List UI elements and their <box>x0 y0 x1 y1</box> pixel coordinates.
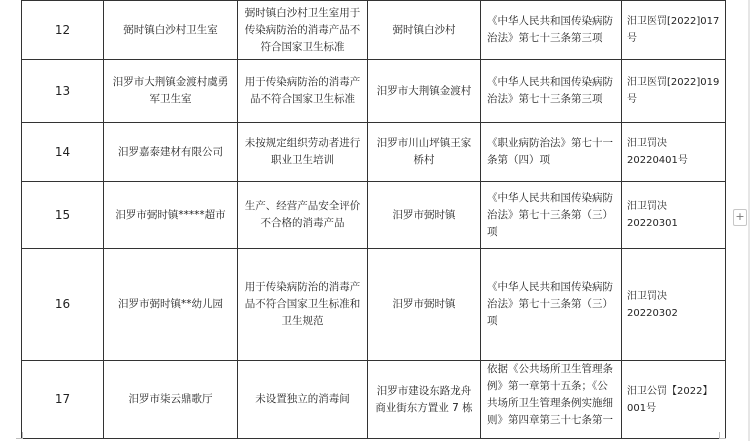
table-row <box>22 182 726 249</box>
legal-basis: 《中华人民共和国传染病防治法》第七十三条第（三）项 <box>481 182 622 249</box>
row-number: 12 <box>22 1 104 60</box>
table-row <box>22 1 726 60</box>
row-number: 13 <box>22 60 104 123</box>
legal-basis: 依据《公共场所卫生管理条例》第一章第十五条；《公共场所卫生管理条例实施细则》第四章第三十七条第一 <box>481 361 622 439</box>
address: 汨罗市弼时镇 <box>368 182 481 249</box>
entity-name: 汨罗市柒云鼎歌厅 <box>104 361 238 439</box>
legal-basis: 《职业病防治法》第七十一条第（四）项 <box>481 123 622 182</box>
legal-basis: 《中华人民共和国传染病防治法》第七十三条第（三）项 <box>481 249 622 361</box>
table-expand-button[interactable]: + <box>733 209 747 226</box>
entity-name: 汨罗市大荆镇金渡村虞勇军卫生室 <box>104 60 238 123</box>
address: 汨罗市大荆镇金渡村 <box>368 60 481 123</box>
legal-basis: 《中华人民共和国传染病防治法》第七十三条第三项 <box>481 60 622 123</box>
legal-basis: 《中华人民共和国传染病防治法》第七十三条第三项 <box>481 1 622 60</box>
penalty-document: 汨卫罚决 20220401号 <box>622 123 726 182</box>
entity-name: 汨罗市弼时镇**幼儿园 <box>104 249 238 361</box>
address: 汨罗市弼时镇 <box>368 249 481 361</box>
row-number: 16 <box>22 249 104 361</box>
table-row <box>22 123 726 182</box>
violation: 弼时镇白沙村卫生室用于传染病防治的消毒产品不符合国家卫生标准 <box>238 1 368 60</box>
entity-name: 汨罗市弼时镇*****超市 <box>104 182 238 249</box>
page-corner-mark <box>719 432 726 439</box>
table-row <box>22 249 726 361</box>
violation: 用于传染病防治的消毒产品不符合国家卫生标准 <box>238 60 368 123</box>
page-corner-mark <box>16 432 23 439</box>
table-row <box>22 60 726 123</box>
penalty-table <box>21 0 726 439</box>
entity-name: 汨罗嘉泰建材有限公司 <box>104 123 238 182</box>
penalty-document: 汨卫罚决 20220301 <box>622 182 726 249</box>
address: 汨罗市建设东路龙舟商业街东方置业 7 栋 <box>368 361 481 439</box>
row-number: 15 <box>22 182 104 249</box>
penalty-document: 汨卫医罚[2022]019号 <box>622 60 726 123</box>
address: 汨罗市川山坪镇王家桥村 <box>368 123 481 182</box>
violation: 生产、经营产品安全评价不合格的消毒产品 <box>238 182 368 249</box>
penalty-document: 汨卫医罚[2022]017号 <box>622 1 726 60</box>
address: 弼时镇白沙村 <box>368 1 481 60</box>
violation: 未按规定组织劳动者进行职业卫生培训 <box>238 123 368 182</box>
row-number: 14 <box>22 123 104 182</box>
table-row <box>22 361 726 439</box>
entity-name: 弼时镇白沙村卫生室 <box>104 1 238 60</box>
violation: 用于传染病防治的消毒产品不符合国家卫生标准和卫生规范 <box>238 249 368 361</box>
row-number: 17 <box>22 361 104 439</box>
penalty-document: 汨卫罚决 20220302 <box>622 249 726 361</box>
penalty-document: 汨卫公罚【2022】001号 <box>622 361 726 439</box>
violation: 未设置独立的消毒间 <box>238 361 368 439</box>
